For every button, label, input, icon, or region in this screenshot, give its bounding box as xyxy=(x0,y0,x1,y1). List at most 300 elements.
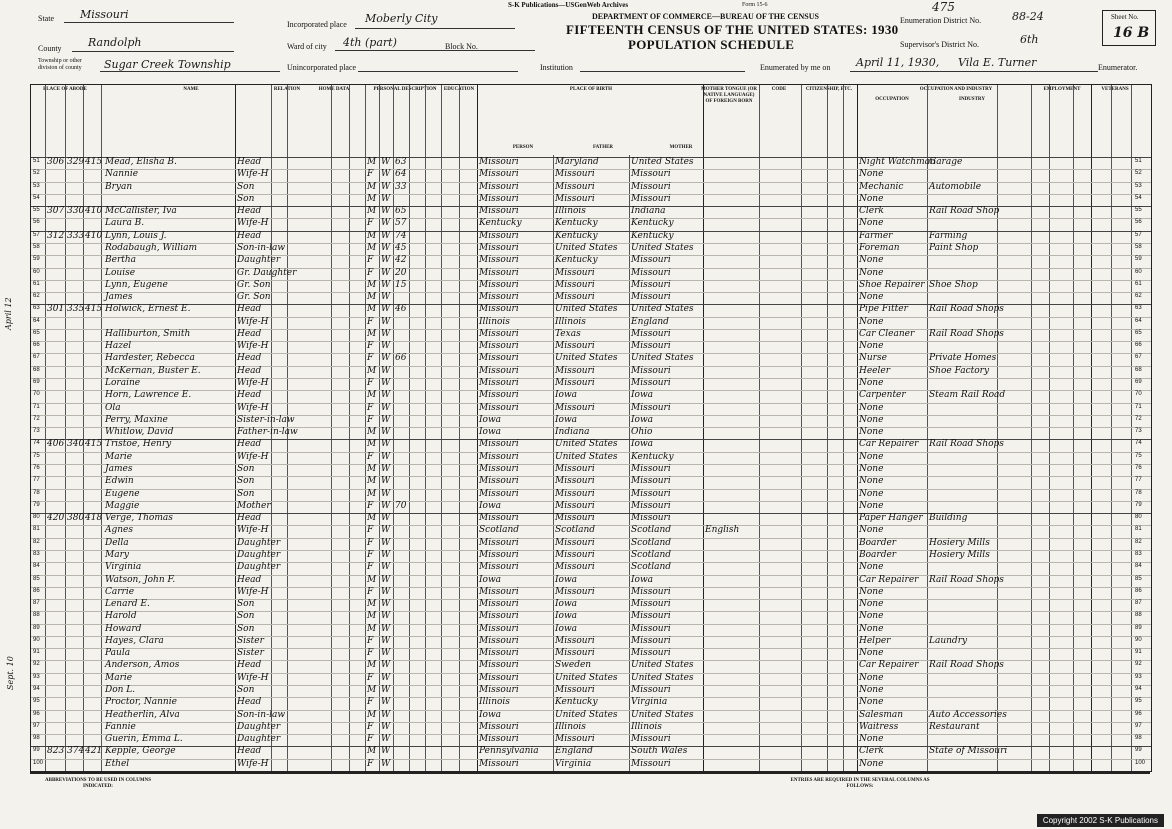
cell-pob: Iowa xyxy=(479,500,502,511)
table-row xyxy=(31,378,1151,391)
table-row xyxy=(31,231,1151,244)
cell-sex: M xyxy=(367,599,377,610)
cell-mother: Scotland xyxy=(631,537,672,548)
cell-name: Mary xyxy=(105,549,129,560)
cell-father: Missouri xyxy=(555,648,595,659)
line-number: 99 xyxy=(33,747,40,754)
line-number: 62 xyxy=(33,293,40,300)
cell-occupation: None xyxy=(859,193,884,204)
cell-race: W xyxy=(381,414,391,425)
cell-relation: Head xyxy=(237,390,262,401)
cell-age: 65 xyxy=(395,206,407,217)
cell-sex: M xyxy=(367,709,377,720)
cell-house: 421 xyxy=(85,746,103,757)
cell-name: Tristoe, Henry xyxy=(105,439,172,450)
cell-father: England xyxy=(555,746,593,757)
cell-pob: Missouri xyxy=(479,157,519,167)
cell-relation: Daughter xyxy=(237,549,281,560)
table-row xyxy=(31,611,1151,624)
cell-father: United States xyxy=(555,709,618,720)
cell-race: W xyxy=(381,537,391,548)
table-row xyxy=(31,280,1151,293)
cell-mother: Iowa xyxy=(631,439,654,450)
enumerator-label: Enumerator. xyxy=(1098,63,1138,72)
cell-pob: Illinois xyxy=(479,316,510,327)
cell-relation: Daughter xyxy=(237,562,281,573)
line-number: 75 xyxy=(33,452,40,459)
cell-race: W xyxy=(381,709,391,720)
cell-mother: Missouri xyxy=(631,513,671,524)
line-number: 68 xyxy=(1135,366,1142,373)
line-number: 79 xyxy=(1135,501,1142,508)
cell-relation: Son xyxy=(237,193,255,204)
cell-name: McKernan, Buster E. xyxy=(105,365,201,376)
cell-father: Missouri xyxy=(555,193,595,204)
cell-father: Iowa xyxy=(555,574,578,585)
cell-father: Illinois xyxy=(555,316,586,327)
cell-sex: M xyxy=(367,292,377,303)
cell-pob: Missouri xyxy=(479,439,519,450)
col-person: PERSON xyxy=(512,145,534,150)
cell-occupation: Farmer xyxy=(859,230,893,241)
cell-father: United States xyxy=(555,672,618,683)
cell-industry: Rail Road Shops xyxy=(929,660,1004,671)
cell-family: 380 xyxy=(67,513,85,524)
cell-relation: Wife-H xyxy=(237,341,269,352)
cell-father: Kentucky xyxy=(555,255,598,266)
line-number: 89 xyxy=(1135,624,1142,631)
cell-occupation: Clerk xyxy=(859,746,884,757)
cell-pob: Iowa xyxy=(479,574,502,585)
cell-race: W xyxy=(381,218,391,229)
cell-race: W xyxy=(381,439,391,450)
col-father: FATHER xyxy=(592,145,614,150)
line-number: 96 xyxy=(1135,710,1142,717)
cell-race: W xyxy=(381,341,391,352)
cell-sex: M xyxy=(367,488,377,499)
cell-dwelling: 307 xyxy=(47,206,65,217)
cell-sex: F xyxy=(367,451,374,462)
line-number: 90 xyxy=(1135,636,1142,643)
line-number: 97 xyxy=(1135,722,1142,729)
cell-occupation: None xyxy=(859,672,884,683)
cell-father: Missouri xyxy=(555,734,595,745)
table-row xyxy=(31,746,1151,759)
table-row xyxy=(31,685,1151,698)
cell-sex: M xyxy=(367,464,377,474)
cell-pob: Missouri xyxy=(479,537,519,548)
cell-name: Agnes xyxy=(105,525,134,536)
cell-name: Halliburton, Smith xyxy=(105,328,191,339)
cell-occupation: Mechanic xyxy=(859,181,904,192)
line-number: 72 xyxy=(1135,415,1142,422)
enumeration-value: 88-24 xyxy=(1012,10,1044,23)
table-row xyxy=(31,538,1151,551)
cell-pob: Pennsylvania xyxy=(479,746,539,757)
cell-mother: United States xyxy=(631,304,694,315)
cell-mother: Missouri xyxy=(631,648,671,659)
cell-name: Don L. xyxy=(105,685,136,696)
cell-age: 42 xyxy=(395,255,407,266)
cell-sex: F xyxy=(367,353,374,364)
col-name: NAME xyxy=(183,87,199,92)
cell-name: Harold xyxy=(105,611,137,622)
cell-occupation: None xyxy=(859,599,884,610)
col-citizenship: CITIZENSHIP, ETC. xyxy=(805,87,853,92)
cell-mother: Missouri xyxy=(631,255,671,266)
table-row xyxy=(31,575,1151,588)
cell-occupation: Salesman xyxy=(859,709,904,720)
cell-mother: United States xyxy=(631,672,694,683)
cell-mother: Missouri xyxy=(631,599,671,610)
cell-mother: Missouri xyxy=(631,500,671,511)
cell-relation: Head xyxy=(237,328,262,339)
col-personal-description: PERSONAL DESCRIPTION xyxy=(373,87,437,92)
line-number: 91 xyxy=(33,649,40,656)
cell-name: Horn, Lawrence E. xyxy=(105,390,192,401)
footer-note: ENTRIES ARE REQUIRED IN THE SEVERAL COLUMNS AS FOLLOWS: xyxy=(790,778,930,789)
cell-industry: Laundry xyxy=(929,635,968,646)
table-row xyxy=(31,697,1151,710)
cell-race: W xyxy=(381,635,391,646)
cell-industry: Private Homes xyxy=(929,353,997,364)
table-row xyxy=(31,182,1151,195)
cell-race: W xyxy=(381,464,391,474)
cell-relation: Gr. Daughter xyxy=(237,267,297,278)
stamp-number: 475 xyxy=(932,0,955,14)
line-number: 100 xyxy=(33,759,44,766)
cell-mother: Ohio xyxy=(631,427,653,438)
cell-house: 415 xyxy=(85,157,103,167)
cell-race: W xyxy=(381,660,391,671)
cell-pob: Missouri xyxy=(479,476,519,487)
line-number: 64 xyxy=(1135,317,1142,324)
line-number: 54 xyxy=(33,194,40,201)
cell-father: Missouri xyxy=(555,378,595,389)
line-number: 55 xyxy=(33,207,40,214)
cell-race: W xyxy=(381,549,391,560)
cell-mother: Scotland xyxy=(631,549,672,560)
cell-occupation: Boarder xyxy=(859,537,897,548)
table-row xyxy=(31,722,1151,735)
cell-sex: F xyxy=(367,721,374,732)
cell-occupation: None xyxy=(859,685,884,696)
line-number: 70 xyxy=(33,391,40,398)
cell-sex: F xyxy=(367,316,374,327)
cell-relation: Son xyxy=(237,611,255,622)
cell-pob: Missouri xyxy=(479,734,519,745)
line-number: 76 xyxy=(33,465,40,471)
table-row xyxy=(31,427,1151,440)
cell-relation: Wife-H xyxy=(237,378,269,389)
table-row xyxy=(31,525,1151,538)
cell-father: Missouri xyxy=(555,513,595,524)
line-number: 89 xyxy=(33,624,40,631)
cell-pob: Missouri xyxy=(479,685,519,696)
line-number: 82 xyxy=(1135,538,1142,545)
cell-pob: Missouri xyxy=(479,758,519,769)
county-value: Randolph xyxy=(88,36,142,49)
cell-name: Fannie xyxy=(105,721,136,732)
cell-mother: Missouri xyxy=(631,623,671,634)
cell-pob: Missouri xyxy=(479,549,519,560)
cell-relation: Daughter xyxy=(237,255,281,266)
cell-relation: Mother xyxy=(237,500,271,511)
cell-family: 333 xyxy=(67,230,85,241)
cell-father: Missouri xyxy=(555,292,595,303)
cell-relation: Head xyxy=(237,206,262,217)
cell-father: Indiana xyxy=(555,427,590,438)
line-number: 94 xyxy=(1135,686,1142,693)
page-subtitle: POPULATION SCHEDULE xyxy=(628,37,795,52)
table-row xyxy=(31,292,1151,305)
cell-race: W xyxy=(381,685,391,696)
cell-dwelling: 823 xyxy=(47,746,65,757)
cell-father: Missouri xyxy=(555,169,595,180)
cell-sex: M xyxy=(367,746,377,757)
line-number: 92 xyxy=(33,661,40,668)
state-label: State xyxy=(38,14,54,23)
cell-race: W xyxy=(381,672,391,683)
col-home-data: HOME DATA xyxy=(318,87,350,92)
line-number: 52 xyxy=(33,170,40,177)
cell-house: 410 xyxy=(85,206,103,217)
cell-father: United States xyxy=(555,242,618,253)
table-row xyxy=(31,390,1151,403)
col-employment: EMPLOYMENT xyxy=(1043,87,1081,92)
cell-relation: Head xyxy=(237,574,262,585)
cell-sex: M xyxy=(367,181,377,192)
cell-sex: M xyxy=(367,476,377,487)
cell-occupation: None xyxy=(859,500,884,511)
cell-sex: F xyxy=(367,734,374,745)
line-number: 62 xyxy=(1135,293,1142,300)
table-row xyxy=(31,562,1151,575)
cell-occupation: Boarder xyxy=(859,549,897,560)
cell-sex: F xyxy=(367,341,374,352)
cell-relation: Son xyxy=(237,623,255,634)
table-row xyxy=(31,550,1151,563)
cell-father: Illinois xyxy=(555,721,586,732)
cell-family: 329 xyxy=(67,157,85,167)
line-number: 85 xyxy=(33,575,40,582)
cell-house: 418 xyxy=(85,513,103,524)
line-number: 51 xyxy=(33,158,40,164)
cell-house: 415 xyxy=(85,439,103,450)
col-relation: RELATION xyxy=(273,87,301,92)
table-row xyxy=(31,648,1151,661)
table-row xyxy=(31,255,1151,268)
cell-name: McCallister, Iva xyxy=(105,206,177,217)
cell-pob: Iowa xyxy=(479,427,502,438)
table-row xyxy=(31,268,1151,281)
table-row xyxy=(31,624,1151,637)
cell-mother: Missouri xyxy=(631,279,671,290)
cell-sex: F xyxy=(367,697,374,708)
cell-pob: Missouri xyxy=(479,721,519,732)
cell-age: 66 xyxy=(395,353,407,364)
cell-sex: M xyxy=(367,685,377,696)
cell-relation: Son-in-law xyxy=(237,242,286,253)
table-row xyxy=(31,218,1151,231)
line-number: 67 xyxy=(33,354,40,361)
cell-pob: Missouri xyxy=(479,402,519,413)
cell-pob: Missouri xyxy=(479,611,519,622)
cell-relation: Gr. Son xyxy=(237,292,271,303)
cell-name: Hazel xyxy=(105,341,132,352)
cell-sex: F xyxy=(367,218,374,229)
cell-race: W xyxy=(381,157,391,167)
cell-pob: Missouri xyxy=(479,169,519,180)
table-row xyxy=(31,464,1151,477)
cell-occupation: Nurse xyxy=(859,353,887,364)
cell-pob: Missouri xyxy=(479,623,519,634)
cell-mother: Missouri xyxy=(631,464,671,474)
table-row xyxy=(31,452,1151,465)
line-number: 77 xyxy=(1135,477,1142,484)
line-number: 74 xyxy=(1135,440,1142,447)
line-number: 63 xyxy=(1135,305,1142,312)
cell-mother: Missouri xyxy=(631,402,671,413)
cell-race: W xyxy=(381,230,391,241)
cell-relation: Son xyxy=(237,464,255,474)
line-number: 80 xyxy=(1135,514,1142,521)
line-number: 94 xyxy=(33,686,40,693)
line-number: 83 xyxy=(33,550,40,557)
cell-mother: Scotland xyxy=(631,525,672,536)
table-row xyxy=(31,587,1151,600)
cell-name: Anderson, Amos xyxy=(105,660,180,671)
cell-race: W xyxy=(381,390,391,401)
cell-sex: M xyxy=(367,242,377,253)
cell-relation: Head xyxy=(237,365,262,376)
cell-race: W xyxy=(381,697,391,708)
line-number: 58 xyxy=(1135,243,1142,250)
cell-industry: Garage xyxy=(929,157,963,167)
line-number: 58 xyxy=(33,243,40,250)
table-row xyxy=(31,660,1151,673)
cell-occupation: None xyxy=(859,611,884,622)
line-number: 88 xyxy=(1135,612,1142,619)
line-number: 59 xyxy=(1135,256,1142,263)
cell-father: Missouri xyxy=(555,549,595,560)
cell-mother: Missouri xyxy=(631,488,671,499)
table-row xyxy=(31,673,1151,686)
cell-industry: Rail Road Shops xyxy=(929,439,1004,450)
cell-mother: Missouri xyxy=(631,193,671,204)
line-number: 66 xyxy=(1135,342,1142,349)
cell-race: W xyxy=(381,599,391,610)
cell-sex: F xyxy=(367,672,374,683)
cell-house: 410 xyxy=(85,230,103,241)
cell-relation: Son xyxy=(237,181,255,192)
cell-family: 330 xyxy=(67,206,85,217)
cell-father: Iowa xyxy=(555,414,578,425)
cell-occupation: None xyxy=(859,378,884,389)
table-row xyxy=(31,157,1151,170)
cell-occupation: None xyxy=(859,758,884,769)
cell-industry: Paint Shop xyxy=(929,242,979,253)
cell-sex: M xyxy=(367,439,377,450)
cell-pob: Missouri xyxy=(479,365,519,376)
unincorporated-label: Unincorporated place xyxy=(287,63,357,72)
township-value: Sugar Creek Township xyxy=(104,58,231,71)
line-number: 56 xyxy=(33,219,40,226)
cell-relation: Head xyxy=(237,697,262,708)
cell-family: 374 xyxy=(67,746,85,757)
cell-name: James xyxy=(105,292,133,303)
cell-pob: Missouri xyxy=(479,353,519,364)
cell-mother: Missouri xyxy=(631,341,671,352)
cell-name: Watson, John F. xyxy=(105,574,176,585)
institution-label: Institution xyxy=(540,63,573,72)
cell-name: Hardester, Rebecca xyxy=(105,353,195,364)
cell-industry: Building xyxy=(929,513,968,524)
cell-mother: Iowa xyxy=(631,574,654,585)
cell-name: Ethel xyxy=(105,758,130,769)
table-header xyxy=(31,85,1151,158)
table-row xyxy=(31,329,1151,342)
cell-sex: F xyxy=(367,586,374,597)
cell-name: Carrie xyxy=(105,586,135,597)
cell-mother: Virginia xyxy=(631,697,668,708)
cell-dwelling: 306 xyxy=(47,157,65,167)
cell-occupation: None xyxy=(859,414,884,425)
line-number: 60 xyxy=(33,268,40,275)
line-number: 69 xyxy=(1135,379,1142,386)
table-row xyxy=(31,759,1151,772)
cell-name: Edwin xyxy=(105,476,134,487)
enumeration-label: Enumeration District No. xyxy=(900,16,982,25)
cell-name: Marie xyxy=(105,451,133,462)
col-mother: MOTHER xyxy=(669,145,693,150)
cell-age: 63 xyxy=(395,157,407,167)
cell-father: United States xyxy=(555,304,618,315)
cell-mother: Missouri xyxy=(631,169,671,180)
county-label: County xyxy=(38,44,62,53)
line-number: 75 xyxy=(1135,452,1142,459)
line-number: 78 xyxy=(1135,489,1142,496)
cell-industry: Automobile xyxy=(929,181,982,192)
cell-industry: Shoe Factory xyxy=(929,365,990,376)
cell-name: James xyxy=(105,464,133,474)
cell-name: Della xyxy=(105,537,129,548)
cell-father: Missouri xyxy=(555,635,595,646)
cell-mother: England xyxy=(631,316,669,327)
line-number: 65 xyxy=(1135,329,1142,336)
cell-mother: United States xyxy=(631,709,694,720)
table-row xyxy=(31,489,1151,502)
cell-relation: Wife-H xyxy=(237,316,269,327)
line-number: 99 xyxy=(1135,747,1142,754)
cell-father: Missouri xyxy=(555,267,595,278)
cell-occupation: Night Watchman xyxy=(859,157,936,167)
cell-mother: Missouri xyxy=(631,734,671,745)
cell-industry: Restaurant xyxy=(929,721,980,732)
line-number: 53 xyxy=(1135,182,1142,189)
cell-race: W xyxy=(381,242,391,253)
cell-relation: Son-in-law xyxy=(237,709,286,720)
line-number: 86 xyxy=(1135,587,1142,594)
table-row xyxy=(31,710,1151,723)
cell-name: Verge, Thomas xyxy=(105,513,173,524)
cell-name: Virginia xyxy=(105,562,142,573)
cell-sex: M xyxy=(367,279,377,290)
line-number: 57 xyxy=(33,231,40,238)
cell-relation: Sister xyxy=(237,648,264,659)
cell-name: Bertha xyxy=(105,255,137,266)
cell-pob: Missouri xyxy=(479,672,519,683)
